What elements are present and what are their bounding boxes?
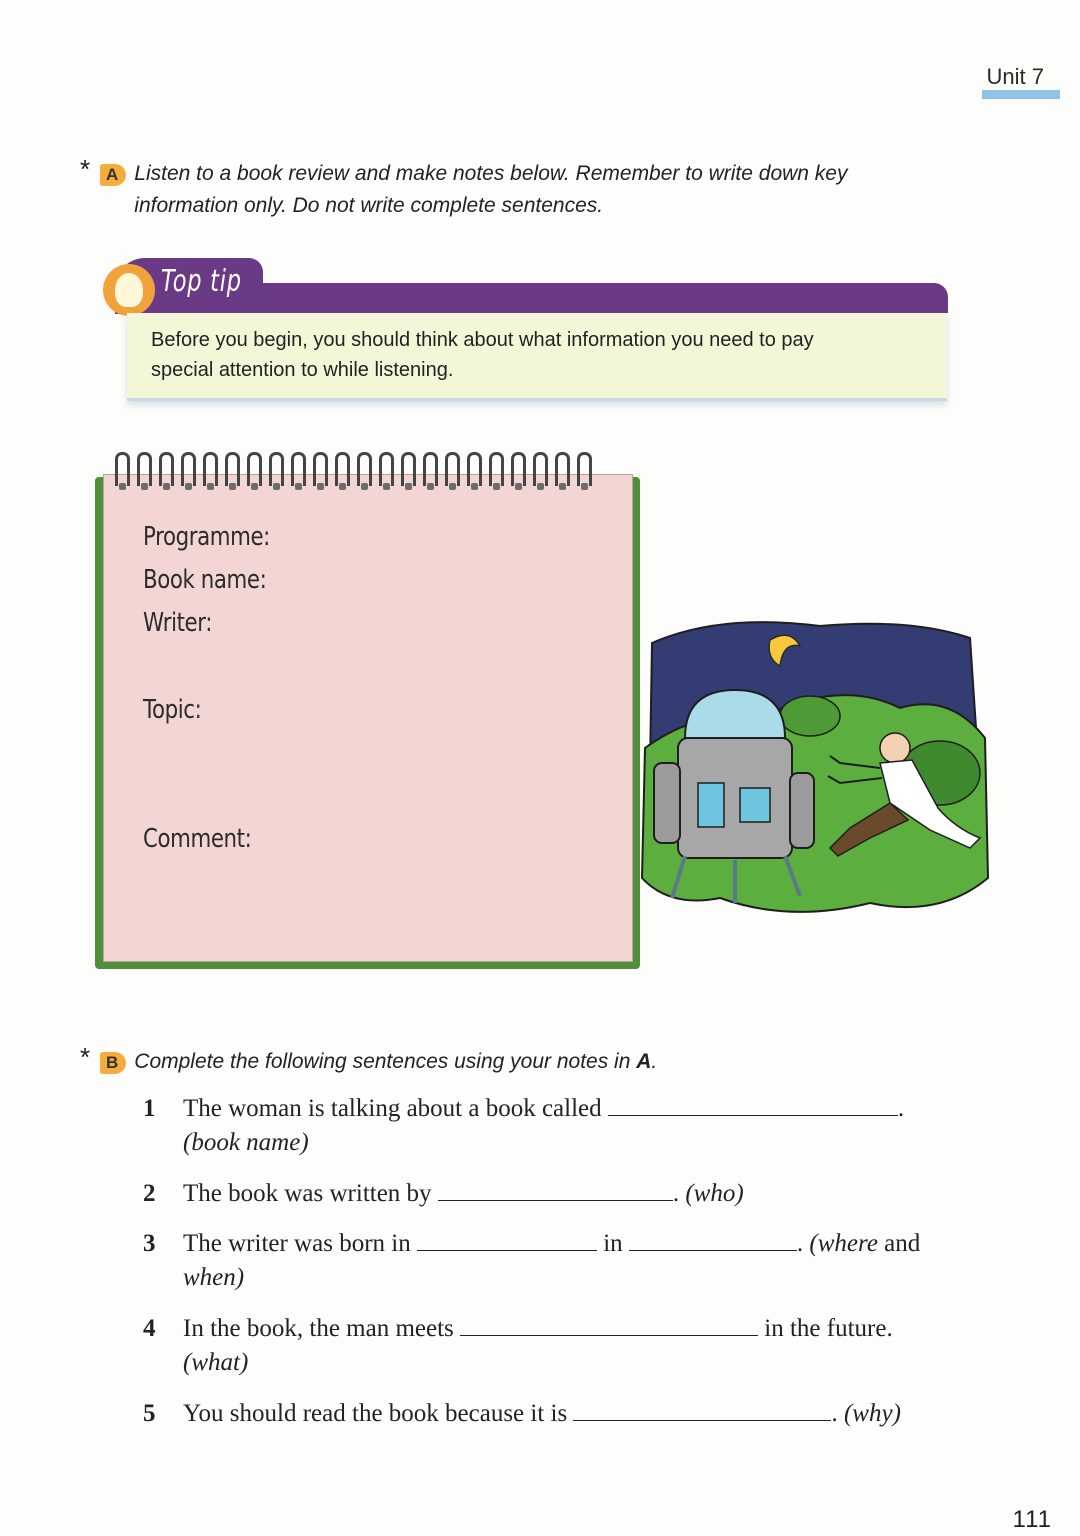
spiral-ring	[313, 452, 328, 486]
answer-blank[interactable]	[608, 1096, 898, 1116]
spiral-ring	[159, 452, 174, 486]
star-mark: *	[80, 154, 91, 184]
notebook-label-writer: Writer:	[143, 608, 212, 638]
question-number: 5	[143, 1400, 156, 1427]
question-hint: when)	[183, 1264, 245, 1291]
spiral-ring	[335, 452, 350, 486]
section-a-instruction-line1: Listen to a book review and make notes below. Remember to write down key	[134, 162, 848, 185]
spiral-ring	[357, 452, 372, 486]
question-hint: (what)	[183, 1349, 249, 1376]
answer-blank[interactable]	[573, 1401, 831, 1421]
question-text: The writer was born in	[183, 1230, 411, 1257]
top-tip-body	[127, 313, 947, 401]
answer-blank[interactable]	[460, 1316, 758, 1336]
machine-tank	[790, 773, 814, 848]
spiral-ring	[115, 452, 130, 486]
notebook-label-book-name: Book name:	[143, 565, 267, 595]
top-tip-line1: Before you begin, you should think about what information you need to pay	[151, 329, 814, 351]
section-a-badge: A	[100, 164, 126, 186]
question-text: You should read the book because it is	[183, 1400, 568, 1427]
spiral-ring	[423, 452, 438, 486]
section-a-instruction	[134, 158, 847, 222]
notebook-label-topic: Topic:	[143, 695, 202, 725]
spiral-ring	[511, 452, 526, 486]
question-number: 3	[143, 1230, 156, 1257]
spiral-ring	[225, 452, 240, 486]
spiral-ring	[533, 452, 548, 486]
section-b-instruction-text: Complete the following sentences using your notes in	[134, 1050, 637, 1073]
question-punct: .	[831, 1400, 838, 1427]
top-tip-title: Top tip	[161, 264, 242, 299]
question-number: 4	[143, 1315, 156, 1342]
time-machine-illustration	[640, 598, 992, 928]
machine-panel	[740, 788, 770, 822]
question-hint: (book name)	[183, 1129, 309, 1156]
answer-blank[interactable]	[438, 1181, 673, 1201]
spiral-ring	[291, 452, 306, 486]
question-number: 1	[143, 1095, 156, 1122]
section-b-instruction-end: .	[651, 1050, 658, 1073]
page-number: 111	[1012, 1506, 1052, 1533]
spiral-ring	[489, 452, 504, 486]
question-text: In the book, the man meets	[183, 1315, 454, 1342]
scientist-head	[880, 733, 910, 763]
spiral-ring	[203, 452, 218, 486]
question-hint: (who)	[685, 1180, 744, 1207]
question-hint: (where	[809, 1230, 878, 1257]
question-hint: (why)	[843, 1400, 901, 1427]
machine-panel	[698, 783, 724, 827]
machine-body	[678, 738, 792, 858]
section-b-instruction	[134, 1046, 657, 1078]
spiral-ring	[379, 452, 394, 486]
unit-bar	[982, 90, 1060, 99]
section-b-badge: B	[100, 1052, 126, 1074]
section-b-instruction-ref: A	[636, 1050, 652, 1073]
question-punct: .	[796, 1230, 804, 1257]
question-number: 2	[143, 1180, 156, 1207]
spiral-ring	[467, 452, 482, 486]
bush	[780, 696, 840, 736]
star-mark: *	[80, 1042, 91, 1072]
question-punct: .	[897, 1095, 905, 1122]
top-tip-box	[103, 258, 948, 408]
question-text: The book was written by	[183, 1180, 432, 1207]
spiral-ring	[445, 452, 460, 486]
notes-notebook	[95, 452, 643, 972]
notebook-label-programme: Programme:	[143, 522, 270, 552]
question-text: in the future.	[764, 1315, 893, 1342]
question-text: in	[603, 1230, 623, 1257]
spiral-ring	[577, 452, 592, 486]
spiral-ring	[181, 452, 196, 486]
section-a-instruction-line2: information only. Do not write complete sentences.	[134, 194, 604, 217]
spiral-ring	[401, 452, 416, 486]
spiral-ring	[137, 452, 152, 486]
spiral-ring	[269, 452, 284, 486]
lightbulb-icon	[103, 264, 155, 316]
section-a-header	[80, 154, 848, 222]
section-b-header	[80, 1042, 658, 1078]
answer-blank[interactable]	[417, 1231, 597, 1251]
notebook-label-comment: Comment:	[143, 824, 252, 854]
question-text: The woman is talking about a book called	[183, 1095, 602, 1122]
machine-tank	[654, 763, 680, 843]
spiral-ring	[555, 452, 570, 486]
unit-label: Unit 7	[986, 64, 1044, 89]
answer-blank[interactable]	[629, 1231, 797, 1251]
question-punct: .	[672, 1180, 680, 1207]
spiral-ring	[247, 452, 262, 486]
spiral-binding	[115, 452, 592, 486]
question-text: and	[884, 1230, 921, 1257]
top-tip-line2: special attention to while listening.	[151, 359, 454, 381]
